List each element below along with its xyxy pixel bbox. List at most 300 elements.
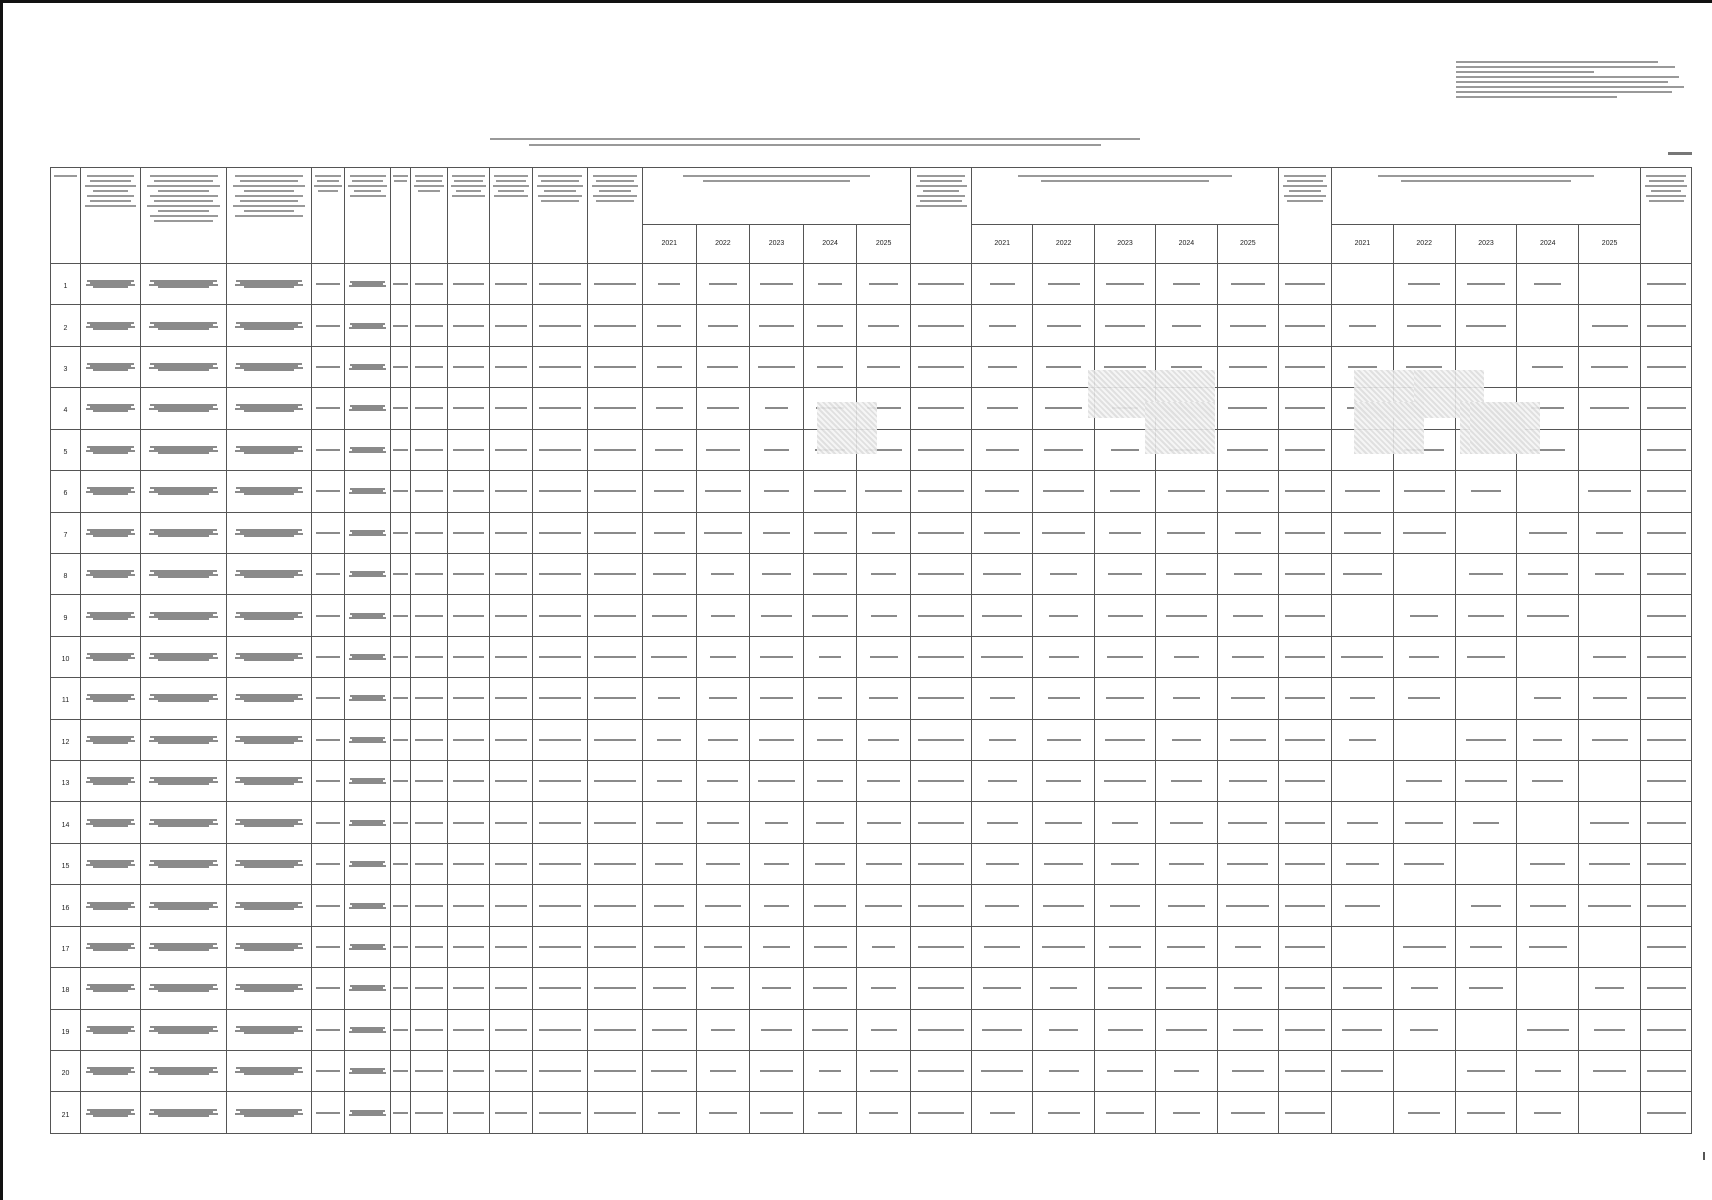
year-value-cell (1455, 761, 1517, 801)
table-cell (911, 595, 972, 636)
year-value-cell (972, 968, 1032, 1008)
table-cell (911, 471, 972, 512)
header-line (544, 190, 576, 192)
year-value-cell (1578, 1010, 1640, 1050)
header-row (51, 168, 1692, 264)
cell-text (158, 618, 209, 620)
year-value-cell (1332, 595, 1393, 635)
cell-text (1647, 697, 1686, 699)
cell-value (1042, 946, 1085, 948)
table-cell (643, 678, 911, 719)
cell-value (762, 987, 791, 989)
table-cell (51, 595, 81, 636)
header-line (916, 205, 967, 207)
year-value-cell (972, 471, 1032, 511)
cell-text (393, 366, 408, 368)
year-value-cell (1094, 968, 1155, 1008)
header-line (150, 195, 218, 197)
year-value-cell (1155, 802, 1216, 842)
table-cell (1279, 926, 1332, 967)
cell-value (1171, 780, 1202, 782)
cell-value (866, 863, 902, 865)
year-value-cell (1578, 844, 1640, 884)
cell-text (1647, 946, 1686, 948)
table-cell (1279, 885, 1332, 926)
table-cell (391, 553, 411, 594)
cell-value (1466, 739, 1507, 741)
cell-value (981, 1070, 1023, 1072)
table-cell (1641, 885, 1692, 926)
table-cell (1279, 636, 1332, 677)
table-cell (448, 968, 490, 1009)
table-cell (141, 512, 227, 553)
title-line (490, 138, 1140, 140)
cell-text (316, 656, 341, 658)
table-cell (1279, 843, 1332, 884)
cell-value (1345, 490, 1380, 492)
table-number (1668, 152, 1692, 155)
table-cell (1332, 305, 1641, 346)
year-value-cell (1032, 1051, 1093, 1091)
cell-text (393, 863, 408, 865)
year-value-cell (749, 347, 803, 387)
table-cell (1332, 471, 1641, 512)
header-line (350, 195, 386, 197)
year-value-cell (1332, 802, 1393, 842)
table-cell (490, 553, 533, 594)
cell-text (594, 407, 636, 409)
table-cell (81, 1009, 141, 1050)
year-value-cell (1516, 802, 1578, 842)
year-value-cell (1032, 927, 1093, 967)
table-cell (345, 595, 391, 636)
header-line (240, 180, 299, 182)
cell-value (1045, 407, 1082, 409)
cell-value (868, 739, 899, 741)
cell-text (393, 697, 408, 699)
table-cell (312, 471, 345, 512)
cell-text (918, 739, 965, 741)
year-value-cell (1455, 844, 1517, 884)
cell-text (1647, 532, 1686, 534)
header-line (452, 195, 485, 197)
cell-text (349, 948, 386, 950)
cell-text (316, 987, 341, 989)
table-cell (1332, 1009, 1641, 1050)
year-value-cell (1217, 347, 1278, 387)
header-line (147, 205, 219, 207)
cell-value (1404, 490, 1445, 492)
cell-value (1595, 987, 1624, 989)
cell-value (1469, 987, 1502, 989)
cell-text (93, 990, 128, 992)
cell-value (871, 573, 896, 575)
cell-text (594, 1070, 636, 1072)
cell-text (349, 1031, 386, 1033)
cell-value (1234, 987, 1262, 989)
table-cell (1641, 1051, 1692, 1092)
table-cell (51, 1051, 81, 1092)
table-cell (345, 429, 391, 470)
year-value-cell (1393, 678, 1455, 718)
cell-value (1468, 615, 1503, 617)
cell-value (1471, 905, 1501, 907)
cell-text (393, 449, 408, 451)
cell-text (1647, 1112, 1686, 1114)
table-cell (345, 926, 391, 967)
table-cell (312, 595, 345, 636)
cell-text (158, 493, 209, 495)
cell-value (1596, 532, 1623, 534)
table-cell (588, 264, 643, 305)
cell-value (1408, 283, 1440, 285)
cell-text (495, 325, 528, 327)
table-cell (51, 471, 81, 512)
table-cell (81, 926, 141, 967)
year-value-cell (856, 1010, 910, 1050)
table-cell (391, 512, 411, 553)
table-cell (411, 1009, 448, 1050)
year-value-cell (749, 471, 803, 511)
cell-value (815, 863, 845, 865)
year-value-cell (1155, 844, 1216, 884)
cell-value (1047, 739, 1081, 741)
header-line (93, 190, 128, 192)
table-cell (345, 471, 391, 512)
table-cell (345, 678, 391, 719)
year-value-cell (803, 1010, 857, 1050)
cell-text (158, 369, 209, 371)
table-cell (51, 388, 81, 429)
year-value-cell (1032, 347, 1093, 387)
table-cell (81, 802, 141, 843)
cell-text (495, 615, 528, 617)
cell-value (988, 366, 1017, 368)
year-value-cell (749, 595, 803, 635)
cell-text (244, 410, 294, 412)
table-cell (411, 802, 448, 843)
header-line (1649, 200, 1684, 202)
table-cell (227, 678, 312, 719)
cell-text (495, 573, 528, 575)
cell-text (349, 327, 386, 329)
year-value-cell (803, 968, 857, 1008)
cell-value (1593, 656, 1625, 658)
cell-value (759, 325, 794, 327)
appendix-line (1456, 81, 1668, 83)
cell-text (918, 407, 965, 409)
table-cell (345, 512, 391, 553)
year-value-cell (1393, 471, 1455, 511)
table-cell (490, 1092, 533, 1133)
scan-artifact (1354, 402, 1424, 454)
cell-value (1408, 1112, 1440, 1114)
table-cell (227, 346, 312, 387)
cell-text (1647, 863, 1686, 865)
table-cell (1332, 512, 1641, 553)
cell-value (711, 573, 734, 575)
cell-value (654, 905, 684, 907)
year-value-cell (1455, 305, 1517, 345)
cell-text (415, 615, 443, 617)
year-value-cell (803, 761, 857, 801)
year-value-cell (1217, 1092, 1278, 1132)
year-value-cell (1094, 802, 1155, 842)
cell-value (707, 407, 740, 409)
year-value-cell (1455, 968, 1517, 1008)
table-cell (227, 802, 312, 843)
year-value-cell (696, 637, 750, 677)
cell-value (1403, 946, 1446, 948)
table-cell (911, 926, 972, 967)
table-cell (227, 1092, 312, 1133)
year-value-cell (856, 264, 910, 304)
cell-value (657, 325, 681, 327)
year-value-cell (972, 1092, 1032, 1132)
table-cell (51, 926, 81, 967)
year-value-cell (1155, 1092, 1216, 1132)
cell-value (869, 697, 898, 699)
cell-value (871, 615, 897, 617)
year-value-cell (1032, 595, 1093, 635)
cell-value (1049, 656, 1079, 658)
table-cell (490, 346, 533, 387)
year-value-cell (1578, 513, 1640, 553)
cell-text (393, 1070, 408, 1072)
cell-value (1408, 697, 1440, 699)
year-value-cell (1455, 1010, 1517, 1050)
table-cell (448, 843, 490, 884)
table-cell (448, 1009, 490, 1050)
cell-text (415, 739, 443, 741)
table-cell (227, 595, 312, 636)
table-cell (972, 595, 1279, 636)
cell-text (918, 905, 965, 907)
cell-value (1170, 822, 1203, 824)
table-cell (588, 678, 643, 719)
cell-value (1343, 987, 1381, 989)
table-cell (81, 678, 141, 719)
cell-value (1530, 905, 1566, 907)
year-value-cell (1217, 264, 1278, 304)
cell-text (316, 615, 341, 617)
table-cell (533, 264, 588, 305)
cell-value (984, 946, 1020, 948)
cell-text (1285, 739, 1326, 741)
year-subheader: 2022 (1393, 225, 1455, 263)
year-value-cell (1155, 554, 1216, 594)
cell-text (393, 573, 408, 575)
header-line (318, 190, 337, 192)
year-value-cell (1516, 1010, 1578, 1050)
cell-value (765, 407, 788, 409)
column-header (345, 168, 391, 264)
header-line (1646, 195, 1686, 197)
cell-text (158, 452, 209, 454)
cell-value (758, 780, 795, 782)
cell-value (1527, 1029, 1569, 1031)
table-cell (391, 388, 411, 429)
header-line (150, 175, 218, 177)
table-cell (312, 885, 345, 926)
table-cell (1279, 471, 1332, 512)
cell-text (1285, 946, 1326, 948)
cell-value (705, 490, 741, 492)
table-cell (1332, 636, 1641, 677)
year-value-cell (856, 844, 910, 884)
cell-value (1348, 366, 1377, 368)
cell-text (918, 615, 965, 617)
cell-text (539, 449, 581, 451)
cell-text (316, 366, 341, 368)
cell-value (1406, 366, 1442, 368)
cell-text (415, 407, 443, 409)
year-value-cell (1155, 720, 1216, 760)
cell-value (710, 1070, 736, 1072)
cell-text (918, 780, 965, 782)
year-value-cell (643, 678, 696, 718)
cell-value (865, 490, 902, 492)
cell-value (1044, 863, 1083, 865)
cell-value (1406, 780, 1442, 782)
table-cell (972, 926, 1279, 967)
cell-text (349, 989, 386, 991)
year-value-cell (856, 637, 910, 677)
cell-text (158, 1115, 209, 1117)
table-cell (911, 761, 972, 802)
cell-text (453, 532, 485, 534)
header-line (920, 180, 962, 182)
header-line (418, 190, 440, 192)
table-cell (411, 595, 448, 636)
cell-value (1588, 490, 1631, 492)
table-cell (391, 305, 411, 346)
cell-value (984, 532, 1020, 534)
table-cell (345, 1009, 391, 1050)
table-cell (533, 761, 588, 802)
table-cell (81, 719, 141, 760)
year-value-cell (1217, 802, 1278, 842)
year-value-cell (1155, 637, 1216, 677)
year-subheader: 2024 (803, 225, 857, 263)
cell-value (1045, 822, 1082, 824)
cell-value (758, 366, 795, 368)
year-value-cell (1094, 885, 1155, 925)
cell-value (1590, 407, 1630, 409)
year-value-cell (1393, 885, 1455, 925)
table-cell (1641, 388, 1692, 429)
year-value-cell (1217, 305, 1278, 345)
table-cell (1641, 719, 1692, 760)
cell-text (1647, 325, 1686, 327)
year-value-cell (1032, 761, 1093, 801)
cell-value (762, 573, 791, 575)
cell-text (93, 369, 128, 371)
table-cell (345, 553, 391, 594)
year-value-cell (1332, 471, 1393, 511)
year-value-cell (749, 761, 803, 801)
cell-text (1285, 325, 1326, 327)
cell-text (1285, 863, 1326, 865)
column-header (141, 168, 227, 264)
cell-text (93, 1073, 128, 1075)
cell-text (594, 490, 636, 492)
cell-value (1050, 573, 1077, 575)
cell-value (1168, 905, 1204, 907)
year-value-cell (696, 347, 750, 387)
table-cell (643, 968, 911, 1009)
cell-text (453, 863, 485, 865)
table-cell (490, 471, 533, 512)
header-line (538, 195, 581, 197)
cell-text (594, 863, 636, 865)
year-value-cell (1217, 1010, 1278, 1050)
cell-text (393, 656, 408, 658)
year-value-cell (749, 885, 803, 925)
table-cell (1641, 553, 1692, 594)
cell-text (349, 658, 386, 660)
cell-value (655, 863, 683, 865)
table-cell (533, 968, 588, 1009)
table-cell (972, 636, 1279, 677)
table-cell (81, 968, 141, 1009)
cell-text (539, 697, 581, 699)
table-cell (490, 761, 533, 802)
year-value-cell (1217, 1051, 1278, 1091)
table-cell (227, 926, 312, 967)
table-cell (411, 968, 448, 1009)
year-value-cell (1455, 264, 1517, 304)
table-cell (411, 1051, 448, 1092)
cell-value (759, 739, 794, 741)
table-cell (1279, 1051, 1332, 1092)
cell-value (1108, 987, 1141, 989)
header-line (596, 200, 634, 202)
cell-text (244, 659, 294, 661)
table-cell (411, 388, 448, 429)
cell-text (393, 1112, 408, 1114)
table-cell (490, 885, 533, 926)
table-cell (490, 802, 533, 843)
appendix-line (1456, 86, 1684, 88)
year-subheader: 2022 (1032, 225, 1093, 263)
table-cell (911, 429, 972, 470)
year-value-cell (1155, 513, 1216, 553)
table-cell (448, 595, 490, 636)
cell-text (93, 1032, 128, 1034)
cell-text (495, 532, 528, 534)
cell-value (763, 946, 790, 948)
cell-text (918, 987, 965, 989)
table-cell (1641, 843, 1692, 884)
year-value-cell (972, 1051, 1032, 1091)
year-value-cell (749, 678, 803, 718)
scan-edge-top (0, 0, 1712, 3)
year-value-cell (749, 554, 803, 594)
year-value-cell (1332, 1092, 1393, 1132)
cell-text (1647, 822, 1686, 824)
year-subheader: 2023 (749, 225, 803, 263)
cell-value (1592, 739, 1628, 741)
year-value-cell (1094, 1051, 1155, 1091)
cell-value (764, 863, 788, 865)
row-number: 5 (63, 448, 68, 456)
year-value-cell (1578, 885, 1640, 925)
table-cell (588, 346, 643, 387)
header-line (493, 185, 529, 187)
table-row (51, 512, 1692, 553)
table-cell (911, 678, 972, 719)
